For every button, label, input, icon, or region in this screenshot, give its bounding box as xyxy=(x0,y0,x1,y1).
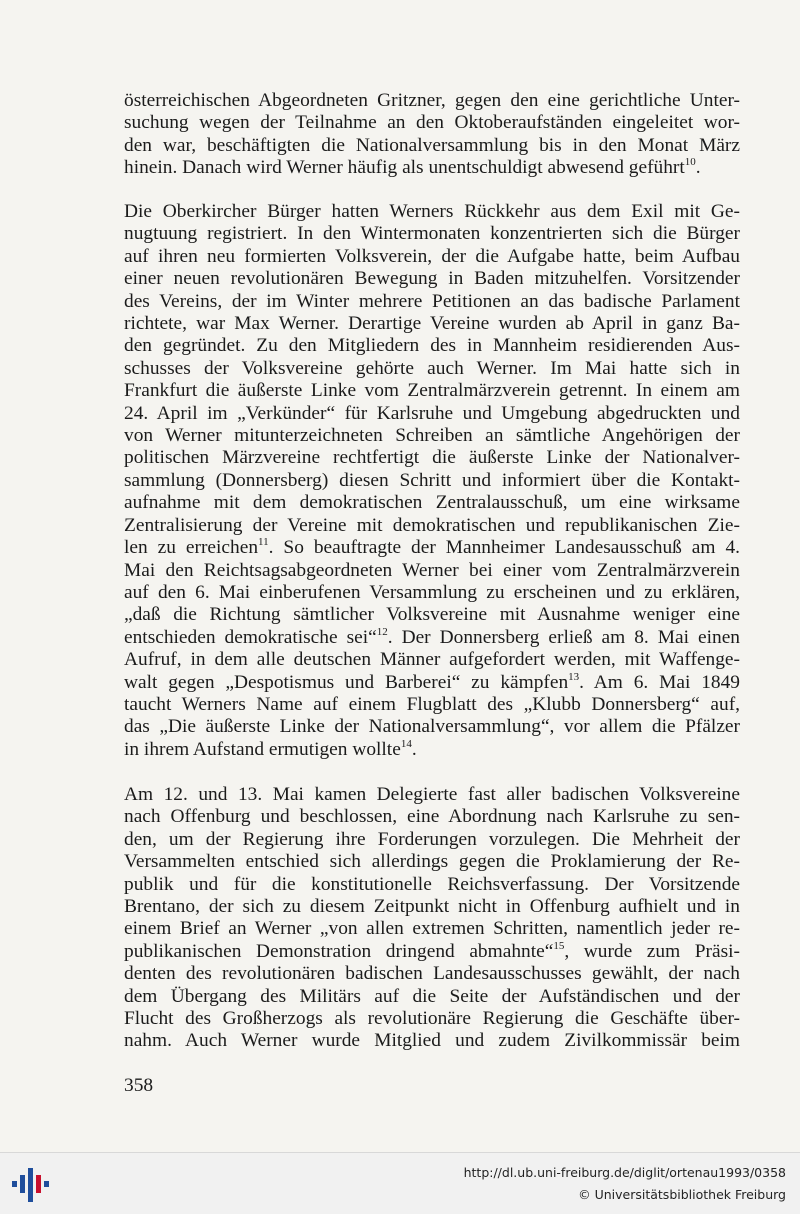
footnote-ref-13: 13 xyxy=(568,670,580,683)
line-text: in ihrem Aufstand ermutigen wollte xyxy=(124,738,401,760)
text-line: dem Übergang des Militärs auf die Seite der Aufständischen und der xyxy=(124,985,740,1007)
footnote-ref-10: 10 xyxy=(684,156,696,169)
text-line: nugtuung registriert. In den Wintermonaten konzentrierten sich die Bürger xyxy=(124,223,740,245)
text-line: Die Oberkircher Bürger hatten Werners Rückkehr aus dem Exil mit Ge- xyxy=(124,201,740,222)
footnote-ref-14: 14 xyxy=(400,737,412,750)
text-line: denten des revolutionären badischen Landesausschusses gewählt, der nach xyxy=(124,963,740,985)
text-line: Mai den Reichtsagsabgeordneten Werner bei einer vom Zentralmärzverein xyxy=(124,559,740,581)
text-line: Frankfurt die äußerste Linke vom Zentralmärzverein getrennt. In einem am xyxy=(124,380,740,402)
text-line: den gegründet. Zu den Mitgliedern des in Mannheim residierenden Aus- xyxy=(124,335,740,357)
line-text: publikanischen Demonstration dringend abmahnte“ xyxy=(124,940,554,962)
text-line: auf ihren neu formierten Volksverein, der die Aufgabe hatte, beim Aufbau xyxy=(124,245,740,267)
text-line xyxy=(124,739,740,761)
text-line: Versammelten entschied sich allerdings gegen die Proklamierung der Re- xyxy=(124,851,740,873)
footnote-ref-11: 11 xyxy=(258,536,269,549)
line-text: . xyxy=(411,738,417,760)
line-text: . Am 6. Mai 1849 xyxy=(579,671,740,693)
text-line: richtete, war Max Werner. Derartige Vereine wurden ab April in ganz Ba- xyxy=(124,313,740,335)
text-line xyxy=(124,672,740,694)
text-line: das „Die äußerste Linke der Nationalversammlung“, vor allem die Pfälzer xyxy=(124,716,740,738)
viewer-footer xyxy=(0,1152,800,1214)
text-line: nahm. Auch Werner wurde Mitglied und zudem Zivilkommissär beim xyxy=(124,1030,740,1052)
text-line xyxy=(124,537,740,559)
text-line: von Werner mitunterzeichneten Schreiben an sämtliche Angehörigen der xyxy=(124,425,740,447)
footnote-ref-12: 12 xyxy=(376,625,388,638)
line-text: . So beauftragte der Mannheimer Landesausschuß am 4. xyxy=(268,537,740,559)
text-line: „daß die Richtung sämtlicher Volksvereine mit Ausnahme weniger eine xyxy=(124,604,740,626)
copyright-notice: © Universitätsbibliothek Freiburg xyxy=(578,1187,786,1202)
line-text: , wurde zum Präsi- xyxy=(564,940,740,962)
text-line: den, um der Regierung ihre Forderungen vorzulegen. Die Mehrheit der xyxy=(124,828,740,850)
text-line: politischen Märzvereine rechtfertigt die äußerste Linke der Nationalver- xyxy=(124,447,740,469)
line-text: len zu erreichen xyxy=(124,537,259,559)
text-line: publik und für die konstitutionelle Reichsverfassung. Der Vorsitzende xyxy=(124,873,740,895)
text-line: suchung wegen der Teilnahme an den Oktoberaufständen eingeleitet wor- xyxy=(124,112,740,134)
text-line: Zentralisierung der Vereine mit demokratischen und republikanischen Zie- xyxy=(124,514,740,536)
line-text: walt gegen „Despotismus und Barberei“ zu kämpfen xyxy=(124,671,569,693)
text-line xyxy=(124,941,740,963)
text-line: Aufruf, in dem alle deutschen Männer aufgefordert werden, mit Waffenge- xyxy=(124,649,740,671)
text-line: einem Brief an Werner „von allen extremen Schritten, namentlich jeder re- xyxy=(124,918,740,940)
text-line: 24. April im „Verkünder“ für Karlsruhe und Umgebung abgedruckten und xyxy=(124,402,740,424)
text-line: österreichischen Abgeordneten Gritzner, gegen den eine gerichtliche Unter- xyxy=(124,90,740,111)
line-text: hinein. Danach wird Werner häufig als unentschuldigt abwesend geführt xyxy=(124,157,685,179)
text-line: Brentano, der sich zu diesem Zeitpunkt nicht in Offenburg aufhielt und in xyxy=(124,896,740,918)
paragraph-2 xyxy=(124,201,740,761)
text-line: den war, beschäftigten die Nationalversammlung bis in den Monat März xyxy=(124,134,740,156)
paragraph-3 xyxy=(124,784,740,1053)
text-line: taucht Werners Name auf einem Flugblatt des „Klubb Donnersberg“ auf, xyxy=(124,693,740,715)
text-line xyxy=(124,627,740,649)
text-line xyxy=(124,157,740,179)
page-number: 358 xyxy=(124,1075,154,1096)
text-line: schusses der Volksvereine gehörte auch Werner. Im Mai hatte sich in xyxy=(124,357,740,379)
paragraph-1 xyxy=(124,90,740,180)
permalink-url[interactable]: http://dl.ub.uni-freiburg.de/diglit/ortenau1993/0358 xyxy=(463,1165,786,1180)
line-text: . xyxy=(695,157,701,179)
text-line: einer neuen revolutionären Bewegung in Baden mitzuhelfen. Vorsitzender xyxy=(124,268,740,290)
text-line: des Vereins, der im Winter mehrere Petitionen an das badische Parlament xyxy=(124,290,740,312)
footnote-ref-15: 15 xyxy=(553,939,565,952)
text-line: nach Offenburg und beschlossen, eine Abordnung nach Karlsruhe zu sen- xyxy=(124,806,740,828)
ub-freiburg-logo-icon xyxy=(10,1165,50,1205)
line-text: entschieden demokratische sei“ xyxy=(124,626,377,648)
text-line: auf den 6. Mai einberufenen Versammlung zu erscheinen und zu erklären, xyxy=(124,581,740,603)
text-line: sammlung (Donnersberg) diesen Schritt und informiert über die Kontakt- xyxy=(124,469,740,491)
line-text: . Der Donnersberg erließ am 8. Mai einen xyxy=(387,626,740,648)
text-line: aufnahme mit dem demokratischen Zentralausschuß, um eine wirksame xyxy=(124,492,740,514)
text-line: Flucht des Großherzogs als revolutionäre Regierung die Geschäfte über- xyxy=(124,1008,740,1030)
text-line: Am 12. und 13. Mai kamen Delegierte fast aller badischen Volksvereine xyxy=(124,784,740,805)
